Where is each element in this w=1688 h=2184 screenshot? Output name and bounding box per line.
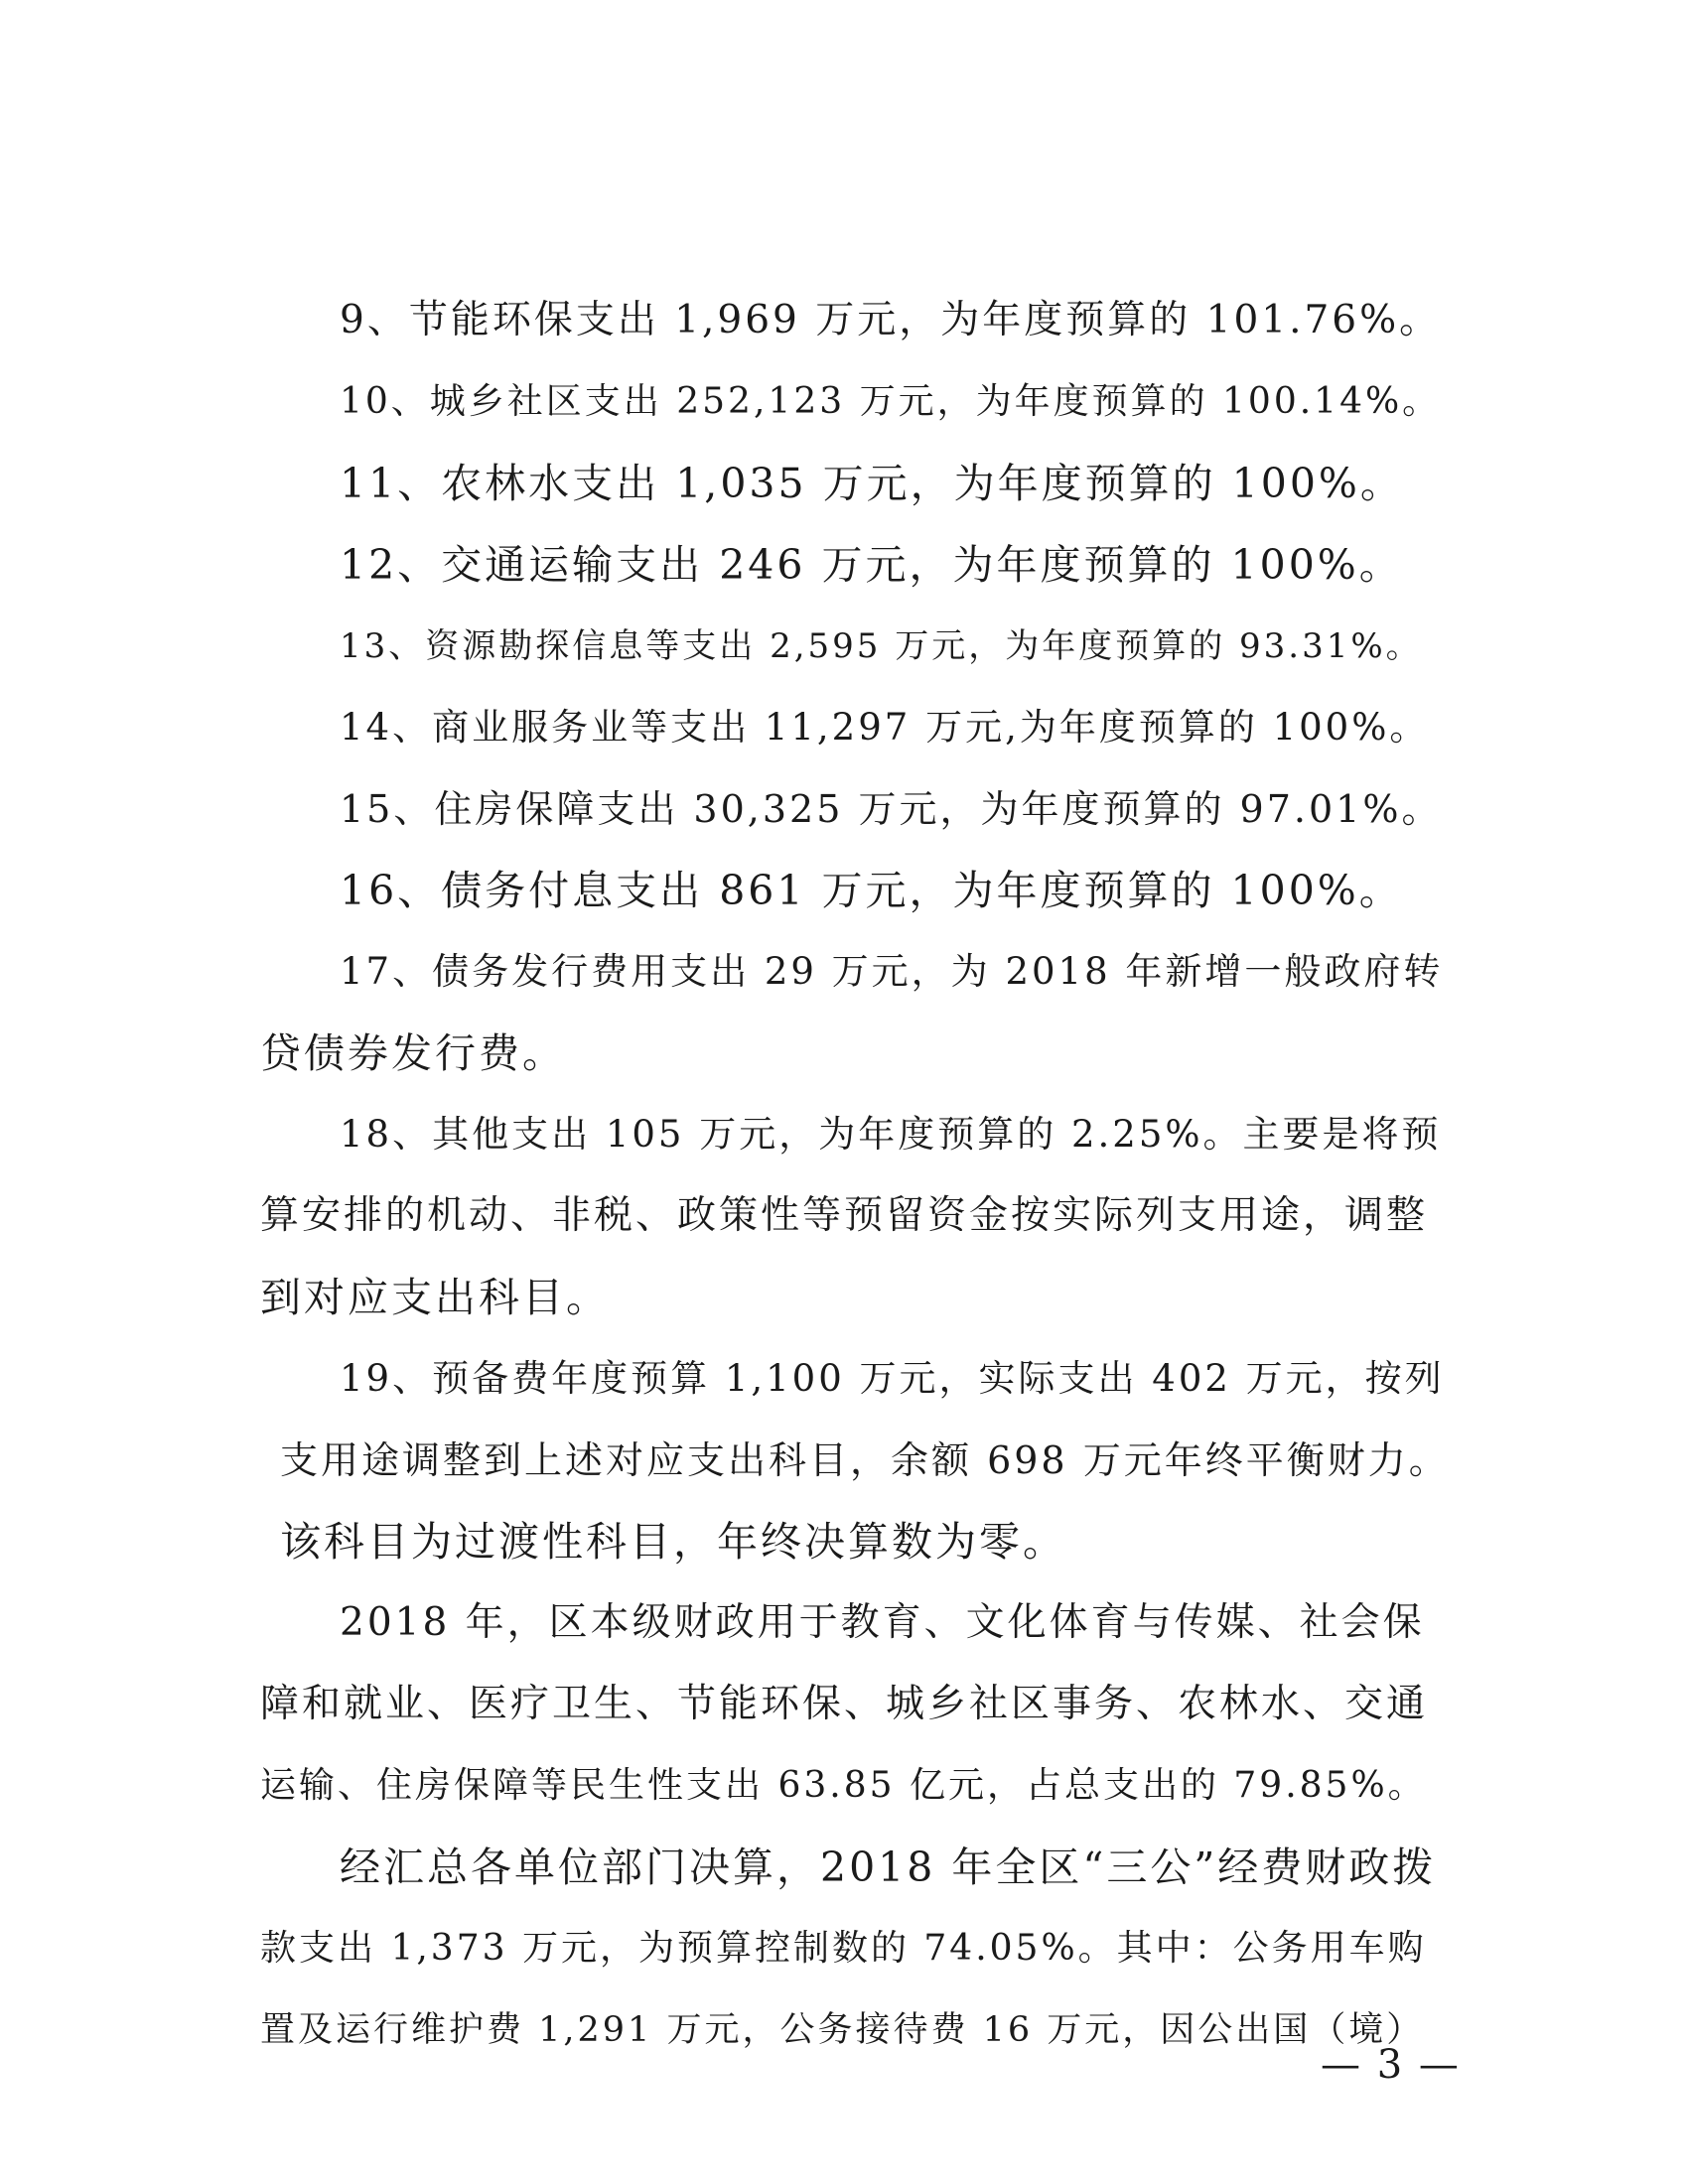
text-line: 算安排的机动、非税、政策性等预留资金按实际列支用途，调整 [260,1193,1429,1238]
text-line: 12、交通运输支出 246 万元，为年度预算的 100%。 [340,541,1403,589]
text-line: 该科目为过渡性科目，年终决算数为零。 [280,1518,1066,1566]
text-line: 运输、住房保障等民生性支出 63.85 亿元，占总支出的 79.85%。 [260,1765,1427,1806]
text-line: 9、节能环保支出 1,969 万元，为年度预算的 101.76%。 [340,298,1442,342]
text-line: 支用途调整到上述对应支出科目，余额 698 万元年终平衡财力。 [280,1438,1450,1482]
text-line: 到对应支出科目。 [260,1274,610,1321]
text-line: 13、资源勘探信息等支出 2,595 万元，为年度预算的 93.31%。 [340,626,1423,666]
text-line: 16、债务付息支出 861 万元，为年度预算的 100%。 [340,867,1403,914]
text-line: 11、农林水支出 1,035 万元，为年度预算的 100%。 [340,460,1404,507]
text-line: 2018 年，区本级财政用于教育、文化体育与传媒、社会保 [340,1600,1425,1645]
text-line: 19、预备费年度预算 1,100 万元，实际支出 402 万元，按列 [340,1357,1445,1400]
text-line: 17、债务发行费用支出 29 万元，为 2018 年新增一般政府转 [340,950,1444,993]
text-line: 18、其他支出 105 万元，为年度预算的 2.25%。主要是将预 [340,1113,1442,1156]
text-line: 15、住房保障支出 30,325 万元，为年度预算的 97.01%。 [340,787,1443,831]
text-line: 贷债券发行费。 [260,1029,566,1077]
text-line: 障和就业、医疗卫生、节能环保、城乡社区事务、农林水、交通 [260,1682,1429,1726]
page-number: — 3 — [1321,2042,1461,2088]
text-line: 经汇总各单位部门决算，2018 年全区“三公”经费财政拨 [340,1843,1437,1891]
text-line: 14、商业服务业等支出 11,297 万元,为年度预算的 100%。 [340,706,1430,749]
text-line: 置及运行维护费 1,291 万元，公务接待费 16 万元，因公出国（境） [260,2010,1425,2050]
text-line: 10、城乡社区支出 252,123 万元，为年度预算的 100.14%。 [340,381,1442,422]
text-line: 款支出 1,373 万元，为预算控制数的 74.05%。其中：公务用车购 [260,1928,1427,1969]
